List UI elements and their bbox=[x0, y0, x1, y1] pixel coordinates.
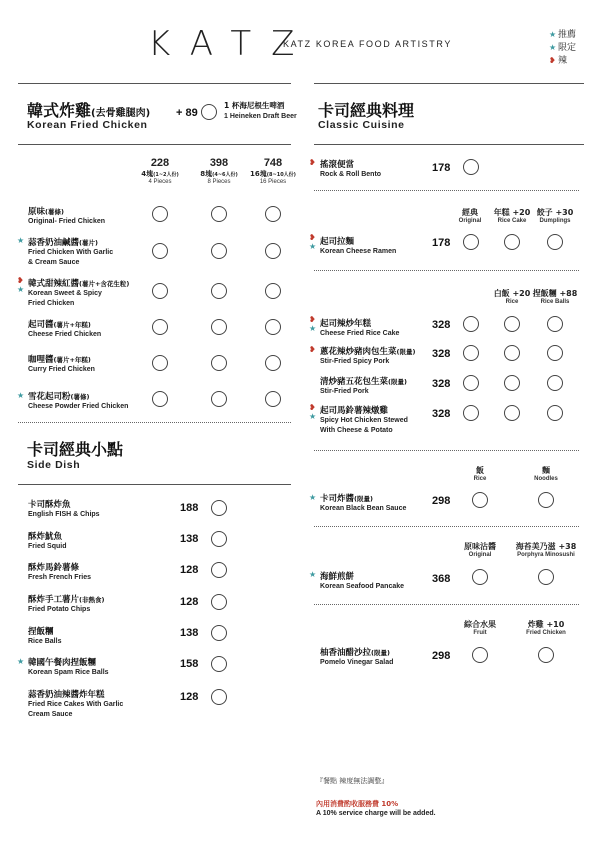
option-checkbox[interactable] bbox=[538, 492, 554, 508]
menu-item: 咖哩醬(薯片+年糕) Curry Fried Chicken bbox=[28, 355, 95, 373]
menu-item: 蒜香奶油辣醬炸年糕 Fried Rice Cakes With Garlic Cream Sauce bbox=[28, 690, 124, 718]
chili-icon: ❥ bbox=[309, 233, 316, 242]
option-checkbox[interactable] bbox=[152, 206, 168, 222]
menu-item: 海鮮煎餅 Korean Seafood Pancake bbox=[320, 572, 405, 590]
option-checkbox[interactable] bbox=[265, 243, 281, 259]
menu-item: 蔥花辣炒豬肉包生菜(限量) Stir-Fried Spicy Pork bbox=[320, 347, 416, 365]
divider bbox=[18, 83, 291, 84]
item-price: 368 bbox=[432, 573, 451, 585]
option-checkbox[interactable] bbox=[472, 492, 488, 508]
option-checkbox[interactable] bbox=[504, 316, 520, 332]
option-checkbox[interactable] bbox=[504, 405, 520, 421]
option-header: 白飯 +20 Rice bbox=[493, 289, 531, 305]
option-checkbox[interactable] bbox=[211, 689, 227, 705]
side-dish-title: 卡司經典小點 bbox=[27, 440, 124, 459]
star-icon: ★ bbox=[549, 43, 557, 52]
star-icon: ★ bbox=[309, 242, 317, 251]
item-price: 328 bbox=[432, 378, 451, 390]
option-header: 經典 Original bbox=[458, 208, 482, 224]
menu-item: 捏飯糰 Rice Balls bbox=[28, 627, 62, 645]
option-header: 原味沾醬 Original bbox=[464, 542, 496, 558]
item-price: 298 bbox=[432, 650, 451, 662]
side-dish-title-en: Side Dish bbox=[27, 459, 81, 471]
option-checkbox[interactable] bbox=[152, 243, 168, 259]
option-checkbox[interactable] bbox=[547, 375, 563, 391]
star-icon: ★ bbox=[309, 493, 317, 502]
chili-icon: ❥ bbox=[309, 345, 316, 354]
option-checkbox[interactable] bbox=[504, 375, 520, 391]
option-checkbox[interactable] bbox=[472, 647, 488, 663]
size-label: 16塊(8~10人份) bbox=[250, 170, 296, 178]
brand-logo: KATZ bbox=[148, 24, 315, 64]
option-checkbox[interactable] bbox=[538, 647, 554, 663]
option-header: 炸雞 +10 Fried Chicken bbox=[526, 620, 566, 636]
option-checkbox[interactable] bbox=[504, 345, 520, 361]
option-checkbox[interactable] bbox=[152, 355, 168, 371]
option-checkbox[interactable] bbox=[211, 283, 227, 299]
item-price: 138 bbox=[180, 627, 199, 639]
size-label-en: 8 Pieces bbox=[207, 179, 231, 185]
star-icon: ★ bbox=[309, 324, 317, 333]
menu-item: 起司醬(薯片+年糕) Cheese Fried Chicken bbox=[28, 320, 102, 338]
fried-chicken-title: 韓式炸雞(去骨雞腿肉) bbox=[27, 101, 151, 120]
item-price: 188 bbox=[180, 502, 199, 514]
menu-item: 柚香油醋沙拉(限量) Pomelo Vinegar Salad bbox=[320, 648, 394, 666]
fried-chicken-title-en: Korean Fried Chicken bbox=[27, 119, 148, 131]
item-price: 138 bbox=[180, 533, 199, 545]
option-checkbox[interactable] bbox=[538, 569, 554, 585]
option-header: 捏飯糰 +88 Rice Balls bbox=[532, 289, 578, 305]
star-icon: ★ bbox=[309, 570, 317, 579]
menu-item: 起司辣炒年糕 Cheese Fried Rice Cake bbox=[320, 319, 400, 337]
item-price: 298 bbox=[432, 495, 451, 507]
option-checkbox[interactable] bbox=[463, 345, 479, 361]
option-checkbox[interactable] bbox=[211, 531, 227, 547]
option-checkbox[interactable] bbox=[504, 234, 520, 250]
menu-item: 酥炸手工薯片(非熱食) Fried Potato Chips bbox=[28, 595, 105, 613]
menu-item: 卡司酥炸魚 English FISH & Chips bbox=[28, 500, 100, 518]
option-header: 年糕 +20 Rice Cake bbox=[493, 208, 531, 224]
option-checkbox[interactable] bbox=[472, 569, 488, 585]
option-header: 麵 Noodles bbox=[534, 466, 558, 482]
divider bbox=[314, 83, 584, 84]
option-checkbox[interactable] bbox=[211, 656, 227, 672]
option-checkbox[interactable] bbox=[547, 316, 563, 332]
option-checkbox[interactable] bbox=[152, 283, 168, 299]
option-checkbox[interactable] bbox=[547, 345, 563, 361]
option-checkbox[interactable] bbox=[211, 594, 227, 610]
divider bbox=[18, 144, 291, 145]
service-charge-note: 內用消費酌收服務費 10% bbox=[316, 800, 399, 808]
item-price: 328 bbox=[432, 348, 451, 360]
item-price: 328 bbox=[432, 319, 451, 331]
item-price: 178 bbox=[432, 237, 451, 249]
chili-icon: ❥ bbox=[549, 56, 556, 65]
option-checkbox[interactable] bbox=[152, 391, 168, 407]
option-checkbox[interactable] bbox=[265, 206, 281, 222]
size-label: 8塊(4~6人份) bbox=[200, 170, 238, 178]
option-checkbox[interactable] bbox=[265, 283, 281, 299]
divider bbox=[18, 484, 291, 485]
brand-subtitle: KATZ KOREA FOOD ARTISTRY bbox=[283, 39, 452, 49]
item-price: 128 bbox=[180, 691, 199, 703]
divider bbox=[314, 144, 584, 145]
legend-spicy: ❥ 辣 bbox=[549, 55, 568, 65]
legend-limited: ★ 限定 bbox=[549, 42, 577, 52]
item-price: 178 bbox=[432, 162, 451, 174]
menu-item: 雪花起司粉(薯條) Cheese Powder Fried Chicken bbox=[28, 392, 129, 410]
star-icon: ★ bbox=[17, 391, 25, 400]
chili-icon: ❥ bbox=[309, 403, 316, 412]
size-label-en: 4 Pieces bbox=[148, 179, 172, 185]
option-checkbox[interactable] bbox=[211, 500, 227, 516]
size-price: 398 bbox=[209, 157, 229, 169]
menu-item: 蒜香奶油鹹醬(薯片) Fried Chicken With Garlic & Cream Sauce bbox=[28, 238, 114, 266]
chili-icon: ❥ bbox=[17, 276, 24, 285]
menu-item: 韓國午餐肉捏飯糰 Korean Spam Rice Balls bbox=[28, 658, 109, 676]
classic-title: 卡司經典料理 bbox=[318, 101, 415, 120]
option-header: 海苔美乃滋 +38 Porphyra Minosushi bbox=[515, 542, 577, 558]
menu-item: 清炒豬五花包生菜(限量) Stir-Fried Pork bbox=[320, 377, 407, 395]
star-icon: ★ bbox=[309, 412, 317, 421]
legend-recommended: ★ 推薦 bbox=[549, 29, 577, 39]
star-icon: ★ bbox=[17, 285, 25, 294]
spice-note: 『餐點 辣度無法調整』 bbox=[316, 777, 389, 785]
option-checkbox[interactable] bbox=[463, 405, 479, 421]
beer-addon-checkbox[interactable] bbox=[201, 104, 217, 120]
option-header: 飯 Rice bbox=[473, 466, 487, 482]
classic-title-en: Classic Cuisine bbox=[318, 119, 405, 131]
option-checkbox[interactable] bbox=[547, 405, 563, 421]
option-checkbox[interactable] bbox=[265, 319, 281, 335]
menu-item: 卡司炸醬(限量) Korean Black Bean Sauce bbox=[320, 494, 407, 512]
item-price: 328 bbox=[432, 408, 451, 420]
beer-addon-label-en: 1 Heineken Draft Beer bbox=[224, 113, 297, 120]
menu-item: 韓式甜辣紅醬(薯片+含花生粒) Korean Sweet & Spicy Fried Chicken bbox=[28, 279, 130, 307]
option-checkbox[interactable] bbox=[265, 355, 281, 371]
option-header: 餃子 +30 Dumplings bbox=[536, 208, 574, 224]
item-price: 128 bbox=[180, 596, 199, 608]
option-header: 綜合水果 Fruit bbox=[464, 620, 496, 636]
option-checkbox[interactable] bbox=[211, 206, 227, 222]
menu-item: 原味(薯條) Original- Fried Chicken bbox=[28, 207, 106, 225]
service-charge-note-en: A 10% service charge will be added. bbox=[316, 810, 436, 817]
chili-icon: ❥ bbox=[309, 315, 316, 324]
size-price: 748 bbox=[263, 157, 283, 169]
beer-addon-price: + 89 bbox=[176, 107, 198, 119]
divider bbox=[314, 450, 579, 451]
option-checkbox[interactable] bbox=[211, 625, 227, 641]
option-checkbox[interactable] bbox=[463, 234, 479, 250]
option-checkbox[interactable] bbox=[211, 243, 227, 259]
star-icon: ★ bbox=[17, 657, 25, 666]
star-icon: ★ bbox=[549, 30, 557, 39]
star-icon: ★ bbox=[17, 236, 25, 245]
option-checkbox[interactable] bbox=[211, 319, 227, 335]
size-label: 4塊(1~2人份) bbox=[141, 170, 179, 178]
divider bbox=[314, 270, 579, 271]
menu-item: 起司拉麵 Korean Cheese Ramen bbox=[320, 237, 397, 255]
divider bbox=[18, 422, 291, 423]
option-checkbox[interactable] bbox=[211, 562, 227, 578]
divider bbox=[314, 604, 579, 605]
chili-icon: ❥ bbox=[309, 158, 316, 167]
option-checkbox[interactable] bbox=[547, 234, 563, 250]
option-checkbox[interactable] bbox=[211, 355, 227, 371]
divider bbox=[314, 526, 579, 527]
menu-item: 酥炸魷魚 Fried Squid bbox=[28, 532, 67, 550]
menu-item: 起司馬鈴薯辣燉雞 Spicy Hot Chicken Stewed With Cheese & Potato bbox=[320, 406, 408, 434]
option-checkbox[interactable] bbox=[152, 319, 168, 335]
size-price: 228 bbox=[150, 157, 170, 169]
item-price: 128 bbox=[180, 564, 199, 576]
option-checkbox[interactable] bbox=[211, 391, 227, 407]
option-checkbox[interactable] bbox=[265, 391, 281, 407]
menu-item: 搖滾便當 Rock & Roll Bento bbox=[320, 160, 382, 178]
option-checkbox[interactable] bbox=[463, 375, 479, 391]
beer-addon-label: 1 杯海尼根生啤酒 bbox=[224, 101, 285, 110]
size-column-16 bbox=[243, 157, 308, 185]
divider bbox=[314, 190, 579, 191]
option-checkbox[interactable] bbox=[463, 316, 479, 332]
item-price: 158 bbox=[180, 658, 199, 670]
menu-item: 酥炸馬鈴薯條 Fresh French Fries bbox=[28, 563, 92, 581]
size-label-en: 16 Pieces bbox=[259, 179, 287, 185]
option-checkbox[interactable] bbox=[463, 159, 479, 175]
